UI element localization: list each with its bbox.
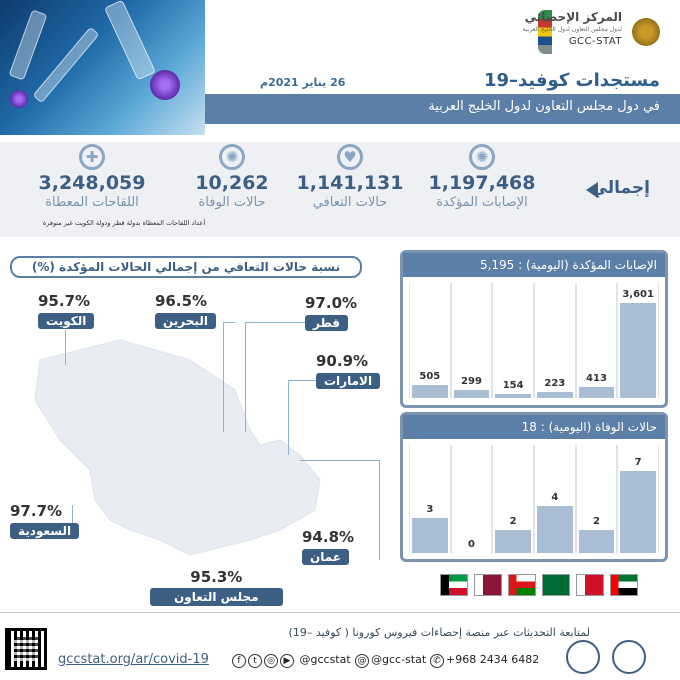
totals-band xyxy=(0,142,680,237)
logo-subtitle: لدول مجلس التعاون لدول الخليج العربية xyxy=(522,26,622,33)
web-handle: @gcc-stat xyxy=(371,653,427,666)
bar-column xyxy=(534,283,576,398)
vaccine-note: أعداد اللقاحات المعطاة بدولة قطر ودولة الكويت غير متوفرة xyxy=(42,219,206,227)
footer-url-link[interactable]: gccstat.org/ar/covid-19 xyxy=(58,652,209,667)
report-date: 26 يناير 2021م xyxy=(260,76,346,89)
bar-column xyxy=(492,445,534,553)
phone-number: +968 2434 6482 xyxy=(446,653,540,666)
label-oman: عمان xyxy=(302,549,349,565)
country-bahrain xyxy=(155,292,216,329)
daily-confirmed-chart xyxy=(409,283,659,398)
header-photo xyxy=(0,0,205,135)
bar-column xyxy=(492,283,534,398)
daily-confirmed-title: الإصابات المؤكدة (اليومية) : 5,195 xyxy=(403,253,665,277)
bar-column xyxy=(617,445,659,553)
stat-label: حالات الوفاة xyxy=(198,195,266,210)
pct-qatar: 97.0% xyxy=(305,294,358,312)
label-kuwait: الكويت xyxy=(38,313,94,329)
page-title: مستجدات كوفيد–19 xyxy=(483,70,660,91)
bar xyxy=(412,518,448,553)
tuv-badge-icon xyxy=(612,640,646,674)
syringe-icon: ✚ xyxy=(79,144,105,170)
youtube-icon[interactable]: ▶ xyxy=(280,654,294,668)
stat-confirmed xyxy=(412,142,552,210)
bar xyxy=(495,394,531,398)
bar xyxy=(495,530,531,553)
country-qatar xyxy=(305,294,357,331)
bar xyxy=(412,385,448,398)
pct-oman: 94.8% xyxy=(302,528,355,546)
bar-value-label: 4 xyxy=(551,492,559,504)
daily-deaths-panel xyxy=(400,412,668,562)
footer-social[interactable] xyxy=(232,653,351,668)
stat-vaccines xyxy=(22,142,162,210)
stat-value: 10,262 xyxy=(195,172,269,194)
footer-divider xyxy=(0,612,680,613)
country-gcc xyxy=(150,568,283,606)
bar xyxy=(537,506,573,553)
country-kuwait xyxy=(38,292,94,329)
bar-column xyxy=(409,445,451,553)
bar xyxy=(620,303,656,398)
stat-value: 3,248,059 xyxy=(38,172,146,194)
bar-value-label: 2 xyxy=(593,515,600,527)
country-oman xyxy=(302,528,354,565)
bar-value-label: 7 xyxy=(634,457,642,468)
bar-value-label: 3,601 xyxy=(622,289,654,300)
bar-value-label: 505 xyxy=(419,370,441,382)
footer-follow-text: لمتابعة التحديثات عبر منصة إحصاءات فيروس كورونا ( كوفيد –19) xyxy=(288,626,590,639)
bar xyxy=(579,387,615,398)
certification-badge-icon xyxy=(566,640,600,674)
bar-value-label: 413 xyxy=(586,373,607,385)
connector-kuwait xyxy=(65,330,66,365)
bar xyxy=(454,390,490,398)
bar-column xyxy=(576,283,618,398)
footer-phone[interactable] xyxy=(430,653,539,668)
flag-uae-icon xyxy=(610,574,638,596)
web-icon: @ xyxy=(355,654,369,668)
pct-gcc: 95.3% xyxy=(190,568,243,586)
bar xyxy=(620,471,656,553)
pct-bahrain: 96.5% xyxy=(155,292,208,310)
instagram-icon[interactable]: ◎ xyxy=(264,654,278,668)
bar-column xyxy=(451,283,493,398)
stat-label: اللقاحات المعطاة xyxy=(45,195,139,210)
flag-bahrain-icon xyxy=(576,574,604,596)
country-uae xyxy=(316,352,380,389)
bar-value-label: 299 xyxy=(461,376,482,388)
stat-deaths xyxy=(162,142,302,210)
twitter-icon[interactable]: t xyxy=(248,654,262,668)
connector-bahrain xyxy=(223,322,235,432)
label-qatar: قطر xyxy=(305,315,348,331)
bar-column xyxy=(409,283,451,398)
logo-english: GCC-STAT xyxy=(568,36,622,47)
title-bar xyxy=(205,70,680,128)
whatsapp-icon: ✆ xyxy=(430,654,444,668)
bar-column xyxy=(576,445,618,553)
bar xyxy=(579,530,615,553)
bar xyxy=(537,392,573,398)
qr-code-icon xyxy=(5,628,47,670)
bar-value-label: 2 xyxy=(509,515,517,527)
daily-deaths-chart xyxy=(409,445,659,553)
stat-label: الإصابات المؤكدة xyxy=(436,195,528,210)
flag-oman-icon xyxy=(508,574,536,596)
bar-column xyxy=(617,283,659,398)
daily-confirmed-panel xyxy=(400,250,668,408)
bar-value-label: 0 xyxy=(468,539,475,550)
page-subtitle: في دول مجلس التعاون لدول الخليج العربية xyxy=(428,99,660,114)
facebook-icon[interactable]: f xyxy=(232,654,246,668)
stat-value: 1,141,131 xyxy=(296,172,404,194)
label-saudi: السعودية xyxy=(10,523,79,539)
logo-arabic: المركز الإحصائي xyxy=(524,10,622,24)
bar-column xyxy=(534,445,576,553)
label-uae: الامارات xyxy=(316,373,380,389)
virus-icon: ✺ xyxy=(219,144,245,170)
footer-web[interactable] xyxy=(355,653,426,668)
heartbeat-icon: ♥ xyxy=(337,144,363,170)
flag-kuwait-icon xyxy=(440,574,468,596)
pct-saudi: 97.7% xyxy=(10,502,63,520)
gcc-stat-logo xyxy=(510,8,660,56)
stat-label: حالات التعافي xyxy=(312,195,388,210)
emblem-icon xyxy=(632,18,660,46)
bar-value-label: 3 xyxy=(426,503,434,515)
flag-saudi-icon xyxy=(542,574,570,596)
bar-value-label: 223 xyxy=(544,378,566,390)
virus-icon: ✺ xyxy=(469,144,495,170)
pct-uae: 90.9% xyxy=(316,352,369,370)
social-handle: @gccstat xyxy=(299,653,351,666)
country-saudi xyxy=(10,502,79,539)
label-bahrain: البحرين xyxy=(155,313,216,329)
bar-value-label: 154 xyxy=(502,379,524,391)
pct-kuwait: 95.7% xyxy=(38,292,91,310)
connector-uae xyxy=(288,380,318,455)
daily-deaths-title: حالات الوفاة (اليومية) : 18 xyxy=(403,415,665,439)
bar-column xyxy=(451,445,493,553)
stat-value: 1,197,468 xyxy=(428,172,536,194)
totals-label: إجمالي xyxy=(590,178,650,198)
label-gcc: مجلس التعاون xyxy=(150,588,283,606)
map-title: نسبة حالات التعافي من إجمالي الحالات المؤكدة (%) xyxy=(10,256,362,278)
flag-qatar-icon xyxy=(474,574,502,596)
